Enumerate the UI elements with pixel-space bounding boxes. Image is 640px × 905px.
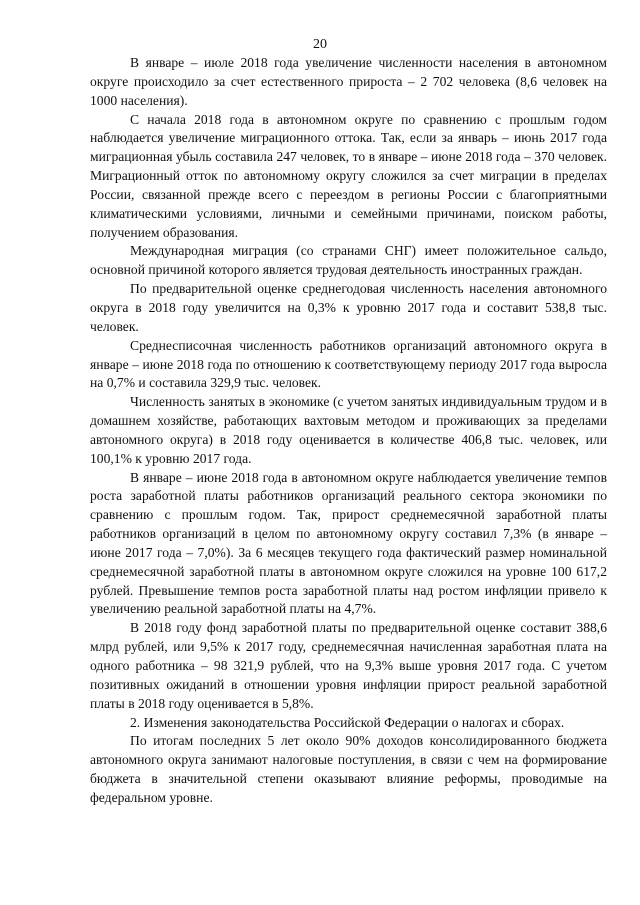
- paragraph-tax-revenues: По итогам последних 5 лет около 90% доходов консолидированного бюджета автономного округа занимают налоговые поступления, в связи с чем на формирование бюджета в значительной степени оказывают влияние реформы, проводимые на федеральном уровне.: [90, 733, 607, 805]
- paragraph-wage-growth: В январе – июне 2018 года в автономном округе наблюдается увеличение темпов роста заработной платы работников организаций реального сектора экономики по сравнению с прошлым годом. Так, прирост среднемесячной заработной платы работников организаций в целом по автономному округу составил 7,3% (в январе – июне 2017 года – 7,0%). За 6 месяцев текущего года фактический размер номинальной среднемесячной заработной платы в автономном округе сложился на уровне 100 617,2 рублей. Превышение темпов роста заработной платы над ростом инфляции привело к увеличению реальной заработной платы на 4,7%.: [90, 469, 607, 617]
- paragraph-international-migration: Международная миграция (со странами СНГ) имеет положительное сальдо, основной причиной которого является трудовая деятельность иностранных граждан.: [90, 243, 607, 278]
- paragraph-migration-outflow: С начала 2018 года в автономном округе по сравнению с прошлым годом наблюдается увеличение миграционного оттока. Так, если за январь – июнь 2017 года миграционная убыль составила 247 человек, то в январе – июне 2018 года – 370 человек. Миграционный отток по автономному округу сложился за счет миграции в пределах России, связанной прежде всего с переездом в регионы России с благоприятными климатическими условиями, личными и семейными причинами, поиском работы, получением образования.: [90, 111, 607, 240]
- paragraph-population-estimate: По предварительной оценке среднегодовая численность населения автономного округа в 2018 году увеличится на 0,3% к уровню 2017 года и составит 538,8 тыс. человек.: [90, 281, 607, 334]
- page-number: 20: [313, 37, 327, 52]
- body-text: [90, 54, 607, 808]
- paragraph-employment: Численность занятых в экономике (с учетом занятых индивидуальным трудом и в домашнем хозяйстве, работающих вахтовым методом и проживающих за пределами автономного округа) в 2018 году оценивается в количестве 406,8 тыс. человек, или 100,1% к уровню 2017 года.: [90, 394, 607, 466]
- section-heading-tax-legislation: 2. Изменения законодательства Российской Федерации о налогах и сборах.: [130, 714, 565, 730]
- paragraph-average-headcount: Среднесписочная численность работников организаций автономного округа в январе – июне 2018 года по отношению к соответствующему периоду 2017 года выросла на 0,7% и составила 329,9 тыс. человек.: [90, 337, 607, 391]
- paragraph-birth-rate: В январе – июле 2018 года увеличение численности населения в автономном округе происходило за счет естественного прироста – 2 702 человека (8,6 человек на 1000 населения).: [90, 55, 607, 108]
- paragraph-wage-fund: В 2018 году фонд заработной платы по предварительной оценке составит 388,6 млрд рублей, или 9,5% к 2017 году, среднемесячная начисленная заработная плата на одного работника – 98 321,9 рублей, что на 9,3% выше уровня 2017 года. С учетом позитивных ожиданий в отношении уровня инфляции прирост реальной заработной платы в 2018 году оценивается в 5,8%.: [90, 620, 607, 711]
